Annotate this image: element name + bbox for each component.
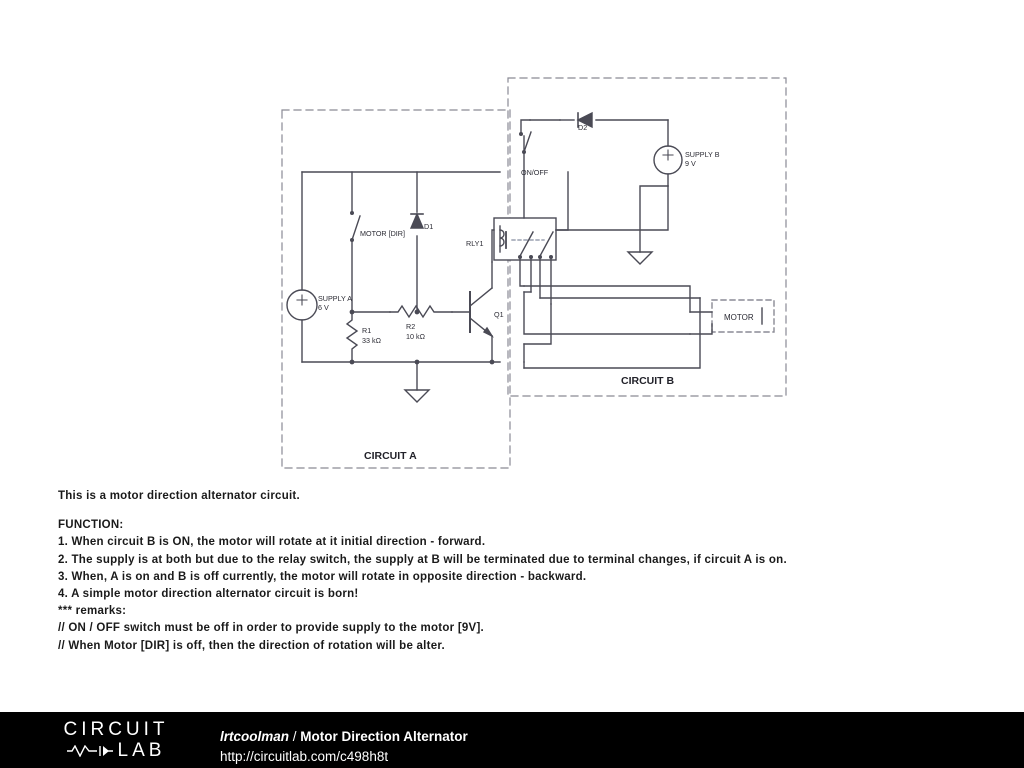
onoff-blade bbox=[524, 132, 531, 152]
circuitlab-logo bbox=[36, 720, 196, 761]
footer-separator: / bbox=[289, 729, 301, 744]
label-r1-ref: R1 bbox=[362, 326, 372, 335]
r2-symbol bbox=[390, 306, 452, 317]
label-supply-b-value: 9 V bbox=[685, 159, 696, 168]
motor-dir-switch-pivot bbox=[350, 238, 354, 242]
q1-collector-lead bbox=[470, 288, 492, 306]
wire-supplyb-to-relay bbox=[556, 186, 668, 230]
label-on-off-switch: ON/OFF bbox=[521, 168, 549, 177]
node-r1-r2 bbox=[350, 310, 355, 315]
node-gnd-a bbox=[415, 360, 420, 365]
label-r2-value: 10 kΩ bbox=[406, 332, 425, 341]
description-line-1: 1. When circuit B is ON, the motor will rotate at it initial direction - forward. bbox=[58, 536, 486, 549]
node-a-bottom bbox=[350, 360, 355, 365]
description-line-2: 2. The supply is at both but due to the relay switch, the supply at B will be terminated due to terminal changes, if circuit A is on. bbox=[58, 553, 787, 566]
d1-triangle bbox=[411, 214, 423, 228]
motor-dir-switch-blade bbox=[352, 216, 360, 240]
q1-emitter-arrow bbox=[484, 328, 492, 336]
label-circuit-b: CIRCUIT B bbox=[621, 375, 675, 387]
footer-text bbox=[220, 728, 468, 766]
motor-dir-switch-contact bbox=[350, 211, 354, 215]
supply-a-plus bbox=[297, 295, 307, 305]
node-emitter-bottom bbox=[490, 360, 495, 365]
description-line-3: 3. When, A is on and B is off currently, the motor will rotate in opposite direction - backward. bbox=[58, 570, 587, 583]
label-rly1-ref: RLY1 bbox=[466, 239, 484, 248]
supply-b-plus bbox=[663, 150, 673, 160]
footer-title bbox=[220, 728, 468, 746]
label-supply-b-name: SUPPLY B bbox=[685, 150, 720, 159]
label-r2-ref: R2 bbox=[406, 322, 416, 331]
label-motor-dir-switch: MOTOR [DIR] bbox=[360, 229, 405, 238]
waveform-icon bbox=[67, 745, 113, 757]
wire-motor-top bbox=[524, 286, 690, 312]
node-d1-bottom bbox=[415, 310, 420, 315]
description-note-2: // When Motor [DIR] is off, then the direction of rotation will be alter. bbox=[58, 639, 445, 652]
wire-pin1-down bbox=[520, 259, 524, 286]
wire-motor-terminal-2 bbox=[690, 324, 712, 334]
description-remarks: *** remarks: bbox=[58, 605, 127, 618]
label-supply-a-name: SUPPLY A bbox=[318, 294, 353, 303]
label-r1-value: 33 kΩ bbox=[362, 336, 381, 345]
description-heading: FUNCTION: bbox=[58, 519, 124, 532]
logo-row-2 bbox=[36, 741, 196, 761]
circuit-a-boundary bbox=[282, 110, 510, 468]
description-note-1: // ON / OFF switch must be off in order to provide supply to the motor [9V]. bbox=[58, 622, 484, 635]
label-circuit-a: CIRCUIT A bbox=[364, 450, 417, 462]
wire-pin4-loop bbox=[524, 304, 551, 344]
label-d2-ref: D2 bbox=[578, 123, 588, 132]
logo-line-1: CIRCUIT bbox=[63, 719, 169, 740]
wire-coil-right bbox=[556, 172, 568, 230]
wire-onoff-top bbox=[521, 120, 530, 134]
label-q1-ref: Q1 bbox=[494, 310, 504, 319]
footer-url[interactable]: http://circuitlab.com/c498h8t bbox=[220, 749, 389, 764]
description-line-4: 4. A simple motor direction alternator circuit is born! bbox=[58, 588, 359, 601]
label-supply-a-value: 6 V bbox=[318, 303, 329, 312]
label-d1-ref: D1 bbox=[424, 222, 434, 231]
footer-circuit-name: Motor Direction Alternator bbox=[300, 729, 468, 744]
description-intro: This is a motor direction alternator circuit. bbox=[58, 490, 300, 502]
wire-supplyb-left-rail bbox=[640, 186, 668, 252]
label-motor-block: MOTOR bbox=[724, 313, 754, 322]
footer-author: lrtcoolman bbox=[220, 729, 290, 744]
ground-symbol-b bbox=[628, 252, 652, 264]
ground-symbol-a bbox=[405, 390, 429, 402]
logo-line-2: LAB bbox=[117, 740, 166, 761]
r1-symbol bbox=[347, 312, 357, 362]
description-block bbox=[58, 488, 988, 655]
schematic-block-titles bbox=[364, 375, 674, 462]
